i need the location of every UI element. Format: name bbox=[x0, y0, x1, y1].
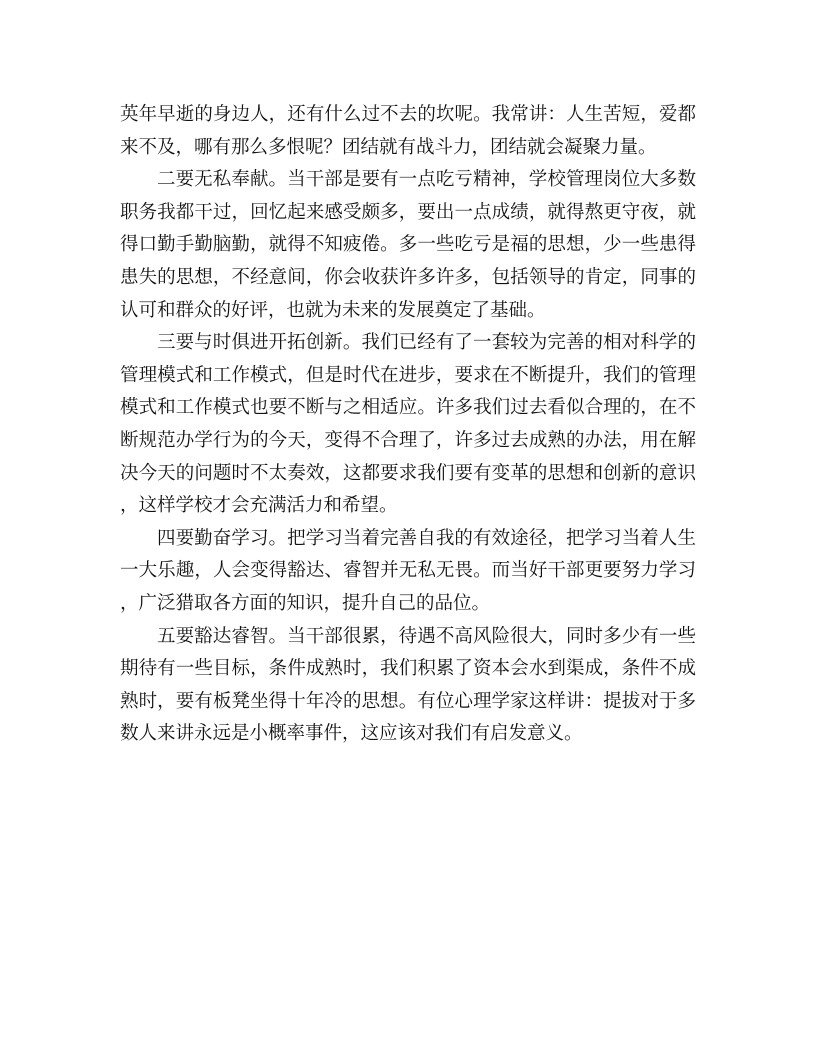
paragraph-selfless-dedication: 二要无私奉献。当干部是要有一点吃亏精神，学校管理岗位大多数职务我都干过，回忆起来感受颇多，要出一点成绩，就得熬更守夜，就得口勤手勤脑勤，就得不知疲倦。多一些吃亏是福的思想，少一些患得患失的思想，不经意间，你会收获许多许多，包括领导的肯定，同事的认可和群众的好评，也就为未来的发展奠定了基础。 bbox=[120, 169, 696, 321]
document-body bbox=[120, 99, 696, 751]
paragraph-innovation: 三要与时俱进开拓创新。我们已经有了一套较为完善的相对科学的管理模式和工作模式，但是时代在进步，要求在不断提升，我们的管理模式和工作模式也要不断与之相适应。许多我们过去看似合理的，在不断规范办学行为的今天，变得不合理了，许多过去成熟的办法，用在解决今天的问题时不太奏效，这都要求我们要有变革的思想和创新的意识，这样学校才会充满活力和希望。 bbox=[120, 332, 696, 517]
paragraph-continuation: 英年早逝的身边人，还有什么过不去的坎呢。我常讲：人生苦短，爱都来不及，哪有那么多恨呢？团结就有战斗力，团结就会凝聚力量。 bbox=[120, 104, 696, 158]
paragraph-diligent-study: 四要勤奋学习。把学习当着完善自我的有效途径，把学习当着人生一大乐趣，人会变得豁达、睿智并无私无畏。而当好干部更要努力学习，广泛猎取各方面的知识，提升自己的品位。 bbox=[120, 527, 696, 614]
paragraph-open-minded-wisdom: 五要豁达睿智。当干部很累，待遇不高风险很大，同时多少有一些期待有一些目标，条件成熟时，我们积累了资本会水到渠成，条件不成熟时，要有板凳坐得十年冷的思想。有位心理学家这样讲：提拔对于多数人来讲永远是小概率事件，这应该对我们有启发意义。 bbox=[120, 625, 696, 745]
